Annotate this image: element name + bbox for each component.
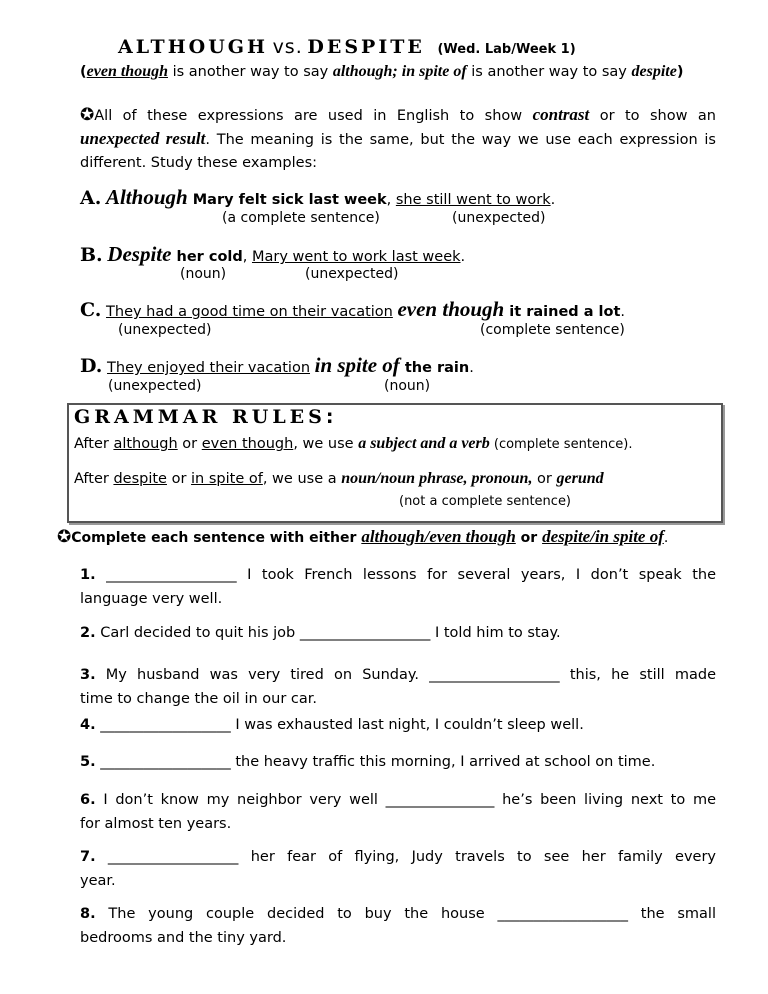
exercise-item: 1. __________________ I took French lessons for several years, I don’t speak the language very well.: [80, 567, 716, 607]
example-a-keyword: Although: [105, 185, 188, 209]
example-d: D. They enjoyed their vacation in spite of the rain.: [80, 353, 474, 377]
exercise-item: 2. Carl decided to quit his job __________________ I told him to stay.: [80, 625, 561, 641]
example-c-keyword: even though: [397, 297, 505, 321]
example-b: B. Despite her cold, Mary went to work last week.: [80, 242, 466, 266]
intro-line-2: unexpected result. The meaning is the same, but the way we use each expression is: [80, 129, 716, 148]
grammar-rule-2-note: (not a complete sentence): [399, 494, 572, 509]
title-vs: vs.: [272, 36, 303, 58]
exercise-6-blank-line[interactable]: I don’t know my neighbor very well _______________ he’s been living next to me: [95, 792, 716, 808]
example-d-note-2: (noun): [384, 378, 431, 394]
example-d-note-1: (unexpected): [108, 378, 202, 394]
grammar-rule-2: After despite or in spite of, we use a noun/noun phrase, pronoun, or gerund: [74, 470, 604, 487]
grammar-rules-title: GRAMMAR RULES:: [74, 406, 334, 428]
example-a: A. Although Mary felt sick last week, she still went to work.: [80, 185, 556, 209]
exercise-item: 8. The young couple decided to buy the house __________________ the small bedrooms and the tiny yard.: [80, 906, 716, 946]
exercise-7-blank-line[interactable]: __________________ her fear of flying, Judy travels to see her family every: [95, 849, 716, 865]
star-icon: ✪: [80, 105, 95, 125]
exercise-item: 5. __________________ the heavy traffic this morning, I arrived at school on time.: [80, 754, 656, 770]
example-c-note-1: (unexpected): [118, 322, 212, 338]
title-word-despite: DESPITE: [307, 36, 425, 58]
exercise-item: 6. I don’t know my neighbor very well _______________ he’s been living next to me for almost ten years.: [80, 792, 716, 832]
example-c-note-2: (complete sentence): [480, 322, 625, 338]
example-b-note-1: (noun): [180, 266, 227, 282]
exercise-item: 4. __________________ I was exhausted last night, I couldn’t sleep well.: [80, 717, 584, 733]
grammar-rule-1: After although or even though, we use a subject and a verb (complete sentence).: [74, 435, 633, 452]
page-title: [118, 36, 576, 58]
instructions: ✪Complete each sentence with either although/even though or despite/in spite of.: [57, 527, 669, 547]
example-b-keyword: Despite: [107, 242, 172, 266]
subtitle-even-though: even though: [86, 63, 168, 80]
example-c: C. They had a good time on their vacation even though it rained a lot.: [80, 297, 626, 321]
example-a-note-1: (a complete sentence): [222, 210, 380, 226]
grammar-rules-box: [67, 403, 723, 523]
exercise-8-blank-line[interactable]: The young couple decided to buy the house __________________ the small: [95, 906, 716, 922]
exercise-1-blank-line[interactable]: __________________ I took French lessons for several years, I don’t speak the: [95, 567, 716, 583]
intro-contrast: contrast: [532, 105, 590, 124]
exercise-3-blank-line[interactable]: My husband was very tired on Sunday. __________________ this, he still made: [95, 667, 716, 683]
star-icon: ✪: [57, 527, 72, 547]
intro-line-3: different. Study these examples:: [80, 155, 318, 171]
subtitle-despite: despite: [631, 63, 677, 80]
title-tag: (Wed. Lab/Week 1): [437, 42, 576, 57]
example-d-keyword: in spite of: [314, 353, 400, 377]
exercise-item: 3. My husband was very tired on Sunday. __________________ this, he still made time to change the oil in our car.: [80, 667, 716, 707]
intro-unexpected-result: unexpected result: [80, 129, 206, 148]
exercise-4-blank-line[interactable]: __________________ I was exhausted last night, I couldn’t sleep well.: [95, 717, 584, 733]
subtitle-although-in-spite-of: although; in spite of: [332, 63, 467, 80]
exercise-item: 7. __________________ her fear of flying, Judy travels to see her family every year.: [80, 849, 716, 889]
intro-line-1: ✪All of these expressions are used in English to show contrast or to show an: [80, 105, 716, 125]
title-word-although: ALTHOUGH: [118, 36, 268, 58]
exercise-2-blank-line[interactable]: Carl decided to quit his job __________________ I told him to stay.: [95, 625, 561, 641]
exercise-5-blank-line[interactable]: __________________ the heavy traffic this morning, I arrived at school on time.: [95, 754, 656, 770]
example-b-note-2: (unexpected): [305, 266, 399, 282]
subtitle: (even though is another way to say although; in spite of is another way to say despite): [80, 63, 684, 80]
example-a-note-2: (unexpected): [452, 210, 546, 226]
